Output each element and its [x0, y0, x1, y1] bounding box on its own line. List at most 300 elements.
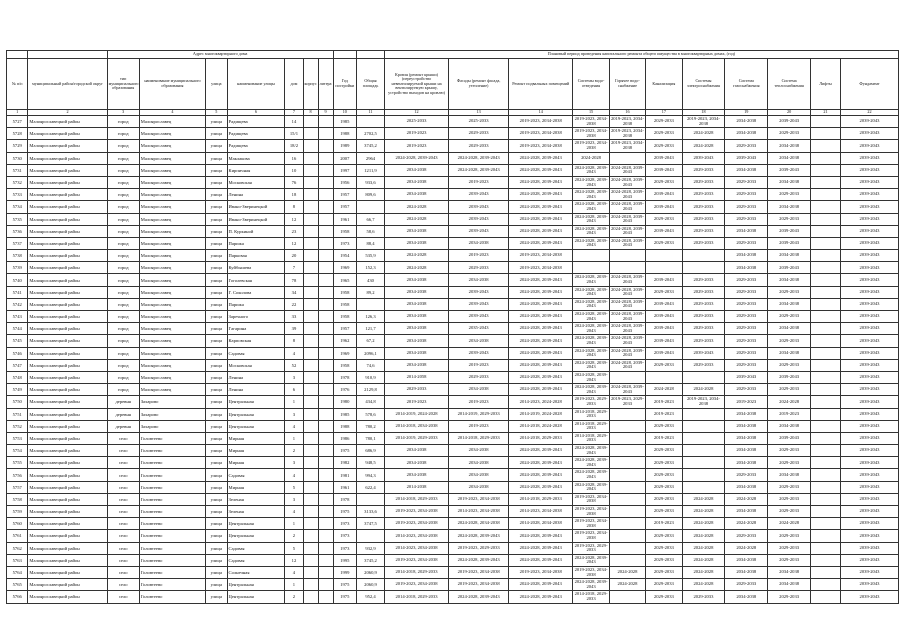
gas-period-cell: 2034-2038: [725, 250, 768, 262]
roof-period-cell: 2014-2038: [384, 481, 448, 493]
facade-period-cell: 2029-2033: [449, 262, 509, 274]
letter-cell: [318, 579, 333, 591]
settlement-type-cell: город: [107, 164, 139, 176]
hot-water-period-cell: 2024-2028, 2039-2043: [609, 225, 645, 237]
total-area-cell: 932,9: [357, 542, 385, 554]
street-name-cell: Ивано-Зверинецкой: [227, 213, 285, 225]
period-group-header: Плановый период проведения капитального ремонта общего имущества в многоквартирных домах, (год): [384, 51, 898, 59]
district-cell: Малоярославецкий район: [28, 506, 107, 518]
heating-period-cell: 2029-2033: [768, 384, 811, 396]
basement-period-cell: 2024-2028, 2039-2043: [509, 371, 573, 383]
drainage-period-cell: 2024-2028, 2039-2043: [573, 445, 609, 457]
sewerage-period-cell: 2029-2033: [646, 554, 682, 566]
house-cell: 1: [285, 518, 303, 530]
district-cell: Малоярославецкий район: [28, 250, 107, 262]
basement-period-cell: 2014-2018, 2029-2033: [509, 493, 573, 505]
house-cell: 78: [285, 274, 303, 286]
house-cell: 76: [285, 176, 303, 188]
elevator-period-cell: [811, 225, 841, 237]
table-row: [7, 286, 899, 298]
foundation-period-cell: 2039-2043: [841, 213, 899, 225]
gas-period-cell: 2029-2033: [725, 384, 768, 396]
gas-period-cell: 2029-2033: [725, 201, 768, 213]
heating-period-cell: 2039-2043: [768, 262, 811, 274]
house-cell: 5: [285, 542, 303, 554]
house-cell: 16: [285, 152, 303, 164]
drainage-period-cell: 2024-2028, 2039-2043: [573, 457, 609, 469]
year-built-cell: 1999: [333, 566, 357, 578]
settlement-type-cell: деревня: [107, 420, 139, 432]
col-header: Горячее водо-снабжение: [609, 59, 645, 110]
drainage-period-cell: 2019-2023, 2034-2038: [573, 518, 609, 530]
foundation-period-cell: 2039-2043: [841, 566, 899, 578]
settlement-type-cell: город: [107, 152, 139, 164]
settlement-name-cell: Малоярославец: [139, 335, 205, 347]
table-row: [7, 469, 899, 481]
district-cell: Малоярославецкий район: [28, 457, 107, 469]
basement-period-cell: 2024-2028, 2039-2043: [509, 384, 573, 396]
basement-period-cell: 2014-2023, 2034-2038: [509, 506, 573, 518]
roof-period-cell: 2014-2058: [384, 371, 448, 383]
drainage-period-cell: 2019-2023, 2034-2038: [573, 530, 609, 542]
facade-period-cell: 2019-2023: [449, 359, 509, 371]
street-type-cell: улица: [206, 457, 227, 469]
street-type-cell: улица: [206, 566, 227, 578]
hot-water-period-cell: 2019-2023, 2034-2038: [609, 128, 645, 140]
block-cell: [303, 371, 318, 383]
district-cell: Малоярославецкий район: [28, 542, 107, 554]
settlement-type-cell: город: [107, 213, 139, 225]
table-row: [7, 225, 899, 237]
letter-cell: [318, 189, 333, 201]
drainage-period-cell: 2024-2028, 2039-2043: [573, 359, 609, 371]
house-cell: 3: [285, 457, 303, 469]
settlement-name-cell: Захарово: [139, 420, 205, 432]
elevator-period-cell: [811, 335, 841, 347]
settlement-type-cell: город: [107, 359, 139, 371]
settlement-type-cell: деревня: [107, 396, 139, 408]
sewerage-period-cell: 2039-2043: [646, 225, 682, 237]
table-row: [7, 384, 899, 396]
hot-water-period-cell: 2024-2028, 2039-2043: [609, 359, 645, 371]
table-row: [7, 213, 899, 225]
year-built-cell: 1965: [333, 274, 357, 286]
basement-period-cell: 2024-2028, 2039-2043: [509, 213, 573, 225]
heating-period-cell: 2034-2038: [768, 274, 811, 286]
elevator-period-cell: [811, 189, 841, 201]
electric-period-cell: [682, 469, 725, 481]
drainage-period-cell: 2019-2023, 2034-2038: [573, 128, 609, 140]
settlement-type-cell: город: [107, 311, 139, 323]
street-type-cell: улица: [206, 420, 227, 432]
year-built-cell: 1988: [333, 420, 357, 432]
foundation-period-cell: 2039-2043: [841, 237, 899, 249]
foundation-period-cell: 2039-2043: [841, 201, 899, 213]
basement-period-cell: 2024-2028, 2039-2043: [509, 164, 573, 176]
hot-water-period-cell: [609, 152, 645, 164]
hot-water-period-cell: [609, 481, 645, 493]
basement-period-cell: 2024-2028, 2039-2043: [509, 445, 573, 457]
letter-cell: [318, 384, 333, 396]
letter-cell: [318, 396, 333, 408]
year-built-cell: 1969: [333, 262, 357, 274]
year-built-cell: 1958: [333, 359, 357, 371]
district-cell: Малоярославецкий район: [28, 335, 107, 347]
foundation-period-cell: 2039-2043: [841, 506, 899, 518]
electric-period-cell: [682, 262, 725, 274]
facade-period-cell: 2034-2038: [449, 335, 509, 347]
heating-period-cell: 2029-2033: [768, 189, 811, 201]
street-type-cell: улица: [206, 237, 227, 249]
hot-water-period-cell: [609, 591, 645, 603]
electric-period-cell: [682, 481, 725, 493]
roof-period-cell: 2034-2038: [384, 225, 448, 237]
foundation-period-cell: 2039-2043: [841, 469, 899, 481]
gas-period-cell: 2034-2038: [725, 481, 768, 493]
settlement-name-cell: Головтеево: [139, 518, 205, 530]
street-type-cell: улица: [206, 591, 227, 603]
drainage-period-cell: 2024-2028, 2039-2043: [573, 347, 609, 359]
basement-period-cell: 2019-2023, 2034-2038: [509, 566, 573, 578]
sewerage-period-cell: 2019-2023: [646, 396, 682, 408]
settlement-type-cell: село: [107, 579, 139, 591]
letter-cell: [318, 347, 333, 359]
sewerage-period-cell: 2029-2033: [646, 542, 682, 554]
settlement-name-cell: Головтеево: [139, 566, 205, 578]
sewerage-period-cell: 2039-2043: [646, 164, 682, 176]
gas-period-cell: 2029-2033: [725, 274, 768, 286]
letter-cell: [318, 311, 333, 323]
street-name-cell: Зеленая: [227, 506, 285, 518]
basement-period-cell: 2024-2028, 2039-2043: [509, 311, 573, 323]
year-built-cell: 1995: [333, 554, 357, 566]
total-area-cell: 952,4: [357, 591, 385, 603]
electric-period-cell: [682, 432, 725, 444]
settlement-type-cell: город: [107, 371, 139, 383]
foundation-period-cell: 2039-2043: [841, 262, 899, 274]
total-area-cell: 780,2: [357, 420, 385, 432]
street-type-cell: улица: [206, 140, 227, 152]
letter-cell: [318, 298, 333, 310]
block-cell: [303, 396, 318, 408]
heating-period-cell: 2034-2038: [768, 152, 811, 164]
roof-period-cell: 2034-2038: [384, 323, 448, 335]
elevator-period-cell: [811, 311, 841, 323]
block-cell: [303, 274, 318, 286]
basement-period-cell: 2024-2028, 2039-2043: [509, 176, 573, 188]
facade-period-cell: 2019-2023: [449, 420, 509, 432]
sewerage-period-cell: 2029-2033: [646, 140, 682, 152]
table-row: [7, 323, 899, 335]
hot-water-period-cell: [609, 469, 645, 481]
hot-water-period-cell: 2024-2028, 2039-2043: [609, 335, 645, 347]
letter-cell: [318, 116, 333, 128]
total-area-cell: 121,7: [357, 323, 385, 335]
street-name-cell: Центральная: [227, 591, 285, 603]
street-type-cell: улица: [206, 335, 227, 347]
roof-period-cell: 2034-2038: [384, 469, 448, 481]
col-number: 19: [725, 110, 768, 116]
row-number-cell: 5752: [7, 420, 28, 432]
drainage-period-cell: 2014-2018, 2029-2033: [573, 432, 609, 444]
settlement-type-cell: село: [107, 530, 139, 542]
electric-period-cell: 2029-2033: [682, 311, 725, 323]
year-built-cell: 1976: [333, 384, 357, 396]
letter-cell: [318, 530, 333, 542]
row-number-cell: 5738: [7, 250, 28, 262]
hot-water-period-cell: 2024-2028, 2039-2043: [609, 384, 645, 396]
col-number: 18: [682, 110, 725, 116]
house-cell: 4: [285, 420, 303, 432]
elevator-period-cell: [811, 591, 841, 603]
street-type-cell: улица: [206, 530, 227, 542]
sewerage-period-cell: 2039-2043: [646, 274, 682, 286]
year-built-cell: 1961: [333, 213, 357, 225]
district-cell: Малоярославецкий район: [28, 274, 107, 286]
district-cell: Малоярославецкий район: [28, 384, 107, 396]
total-area-cell: [357, 116, 385, 128]
col-header: Лифты: [811, 59, 841, 110]
sewerage-period-cell: 2019-2023: [646, 518, 682, 530]
drainage-period-cell: 2019-2023, 2034-2038: [573, 566, 609, 578]
gas-period-cell: 2029-2033: [725, 469, 768, 481]
street-type-cell: улица: [206, 152, 227, 164]
row-number-cell: 5755: [7, 457, 28, 469]
block-cell: [303, 566, 318, 578]
foundation-period-cell: 2039-2043: [841, 250, 899, 262]
capital-repair-table: [6, 50, 899, 604]
electric-period-cell: 2024-2028: [682, 579, 725, 591]
facade-period-cell: 2014-2023, 2034-2038: [449, 506, 509, 518]
roof-period-cell: 2019-2023: [384, 140, 448, 152]
electric-period-cell: 2029-2033: [682, 164, 725, 176]
letter-cell: [318, 140, 333, 152]
roof-period-cell: 2034-2038: [384, 359, 448, 371]
gas-period-cell: 2034-2038: [725, 591, 768, 603]
year-built-cell: 1954: [333, 250, 357, 262]
col-number: 17: [646, 110, 682, 116]
house-cell: 23: [285, 225, 303, 237]
hot-water-period-cell: 2019-2023, 2034-2038: [609, 140, 645, 152]
facade-period-cell: 2019-2023, 2034-2038: [449, 493, 509, 505]
letter-cell: [318, 335, 333, 347]
basement-period-cell: 2024-2028, 2039-2043: [509, 274, 573, 286]
col-header: Общая площадь: [357, 59, 385, 110]
house-cell: 6: [285, 384, 303, 396]
roof-period-cell: 2019-2023, 2034-2038: [384, 554, 448, 566]
col-header: Системы электроснабжения: [682, 59, 725, 110]
block-cell: [303, 335, 318, 347]
electric-period-cell: 2024-2028: [682, 554, 725, 566]
drainage-period-cell: 2024-2028, 2039-2043: [573, 164, 609, 176]
settlement-type-cell: город: [107, 189, 139, 201]
district-cell: Малоярославецкий район: [28, 530, 107, 542]
heating-period-cell: 2034-2038: [768, 140, 811, 152]
settlement-name-cell: Малоярославец: [139, 311, 205, 323]
roof-period-cell: 2034-2038: [384, 164, 448, 176]
basement-period-cell: 2024-2028, 2039-2043: [509, 298, 573, 310]
facade-period-cell: 2019-2023: [449, 396, 509, 408]
electric-period-cell: [682, 408, 725, 420]
street-name-cell: Мирная: [227, 445, 285, 457]
row-number-cell: 5743: [7, 311, 28, 323]
year-built-cell: 1973: [333, 542, 357, 554]
street-name-cell: Ленина: [227, 371, 285, 383]
settlement-name-cell: Малоярославец: [139, 323, 205, 335]
year-built-cell: 1978: [333, 371, 357, 383]
block-cell: [303, 469, 318, 481]
col-number: 3: [107, 110, 139, 116]
row-number-cell: 5749: [7, 384, 28, 396]
street-name-cell: Кирпичная: [227, 164, 285, 176]
elevator-period-cell: [811, 384, 841, 396]
elevator-period-cell: [811, 250, 841, 262]
elevator-period-cell: [811, 396, 841, 408]
row-number-cell: 5746: [7, 347, 28, 359]
table-row: [7, 298, 899, 310]
col-header: тип муниципального образования: [107, 59, 139, 110]
electric-period-cell: [682, 371, 725, 383]
facade-period-cell: 2039-2043: [449, 225, 509, 237]
district-cell: Малоярославецкий район: [28, 432, 107, 444]
block-cell: [303, 542, 318, 554]
year-built-cell: 1989: [333, 140, 357, 152]
year-built-cell: 1958: [333, 225, 357, 237]
drainage-period-cell: 2024-2028, 2039-2043: [573, 274, 609, 286]
col-number: 10: [333, 110, 357, 116]
letter-cell: [318, 371, 333, 383]
hot-water-period-cell: [609, 432, 645, 444]
elevator-period-cell: [811, 213, 841, 225]
house-cell: 8: [285, 335, 303, 347]
elevator-period-cell: [811, 457, 841, 469]
heating-period-cell: 2029-2033: [768, 506, 811, 518]
district-cell: Малоярославецкий район: [28, 152, 107, 164]
facade-period-cell: 2034-2038: [449, 384, 509, 396]
elevator-period-cell: [811, 237, 841, 249]
foundation-period-cell: 2039-2043: [841, 432, 899, 444]
gas-period-cell: 2034-2038: [725, 128, 768, 140]
elevator-period-cell: [811, 262, 841, 274]
row-number-cell: 5741: [7, 286, 28, 298]
street-name-cell: Зеленая: [227, 493, 285, 505]
electric-period-cell: 2024-2028: [682, 518, 725, 530]
house-cell: 12: [285, 213, 303, 225]
roof-period-cell: 2034-2038: [384, 335, 448, 347]
col-header: № п/п: [7, 59, 28, 110]
roof-period-cell: 2014-2023, 2034-2038: [384, 542, 448, 554]
total-area-cell: 2702,5: [357, 128, 385, 140]
block-cell: [303, 262, 318, 274]
elevator-period-cell: [811, 493, 841, 505]
table-row: [7, 164, 899, 176]
total-area-cell: 780,1: [357, 432, 385, 444]
facade-period-cell: 2024-2028, 2039-2043: [449, 152, 509, 164]
table-row: [7, 347, 899, 359]
col-number: 5: [206, 110, 227, 116]
table-row: [7, 530, 899, 542]
elevator-period-cell: [811, 323, 841, 335]
house-cell: 33: [285, 311, 303, 323]
heating-period-cell: 2019-2023: [768, 408, 811, 420]
col-header: корпус: [303, 59, 318, 110]
year-built-cell: 1985: [333, 408, 357, 420]
street-type-cell: улица: [206, 396, 227, 408]
letter-cell: [318, 408, 333, 420]
basement-period-cell: 2024-2028, 2039-2043: [509, 530, 573, 542]
district-cell: Малоярославецкий район: [28, 225, 107, 237]
settlement-name-cell: Малоярославец: [139, 176, 205, 188]
roof-period-cell: 2024-2028: [384, 262, 448, 274]
total-area-cell: [357, 298, 385, 310]
gas-period-cell: 2034-2038: [725, 457, 768, 469]
roof-period-cell: 2014-2018, 2034-2038: [384, 420, 448, 432]
settlement-type-cell: город: [107, 335, 139, 347]
roof-period-cell: 2019-2023: [384, 396, 448, 408]
gas-period-cell: 2034-2038: [725, 554, 768, 566]
letter-cell: [318, 445, 333, 457]
facade-period-cell: 2039-2043: [449, 311, 509, 323]
letter-cell: [318, 481, 333, 493]
basement-period-cell: 2024-2028, 2039-2043: [509, 542, 573, 554]
street-name-cell: Маклакова: [227, 152, 285, 164]
basement-period-cell: 2014-2028, 2034-2038: [509, 518, 573, 530]
district-cell: Малоярославецкий район: [28, 359, 107, 371]
letter-cell: [318, 591, 333, 603]
sewerage-period-cell: 2019-2023: [646, 432, 682, 444]
foundation-period-cell: 2039-2043: [841, 128, 899, 140]
col-header: Система газоснабжения: [725, 59, 768, 110]
basement-period-cell: 2019-2023, 2034-2038: [509, 128, 573, 140]
street-name-cell: Парижа: [227, 298, 285, 310]
street-name-cell: Куйбышева: [227, 262, 285, 274]
row-number-cell: 5761: [7, 530, 28, 542]
street-name-cell: Гагарина: [227, 323, 285, 335]
electric-period-cell: [682, 457, 725, 469]
settlement-name-cell: Малоярославец: [139, 152, 205, 164]
street-type-cell: улица: [206, 286, 227, 298]
settlement-name-cell: Головтеево: [139, 481, 205, 493]
gas-period-cell: 2029-2033: [725, 347, 768, 359]
settlement-type-cell: село: [107, 506, 139, 518]
col-number: 1: [7, 110, 28, 116]
sewerage-period-cell: 2029-2033: [646, 116, 682, 128]
elevator-period-cell: [811, 359, 841, 371]
electric-period-cell: 2024-2028: [682, 493, 725, 505]
total-area-cell: 2060,9: [357, 579, 385, 591]
roof-period-cell: 2034-2038: [384, 298, 448, 310]
gas-period-cell: 2034-2038: [725, 566, 768, 578]
total-area-cell: 58,6: [357, 225, 385, 237]
street-name-cell: Парижа: [227, 237, 285, 249]
electric-period-cell: 2024-2028: [682, 530, 725, 542]
foundation-period-cell: 2039-2043: [841, 530, 899, 542]
street-name-cell: Гоголевская: [227, 274, 285, 286]
drainage-period-cell: 2024-2028, 2039-2043: [573, 554, 609, 566]
electric-period-cell: 2029-2033: [682, 323, 725, 335]
facade-period-cell: 2014-2019, 2029-2033: [449, 408, 509, 420]
settlement-name-cell: Головтеево: [139, 432, 205, 444]
settlement-name-cell: Малоярославец: [139, 164, 205, 176]
sewerage-period-cell: 2039-2043: [646, 152, 682, 164]
basement-period-cell: 2019-2023, 2034-2038: [509, 250, 573, 262]
basement-period-cell: 2014-2018, 2024-2028: [509, 420, 573, 432]
facade-period-cell: 2019-2023: [449, 250, 509, 262]
district-cell: Малоярославецкий район: [28, 481, 107, 493]
electric-period-cell: 2039-2043: [682, 152, 725, 164]
foundation-period-cell: 2039-2043: [841, 347, 899, 359]
sewerage-period-cell: 2029-2033: [646, 579, 682, 591]
